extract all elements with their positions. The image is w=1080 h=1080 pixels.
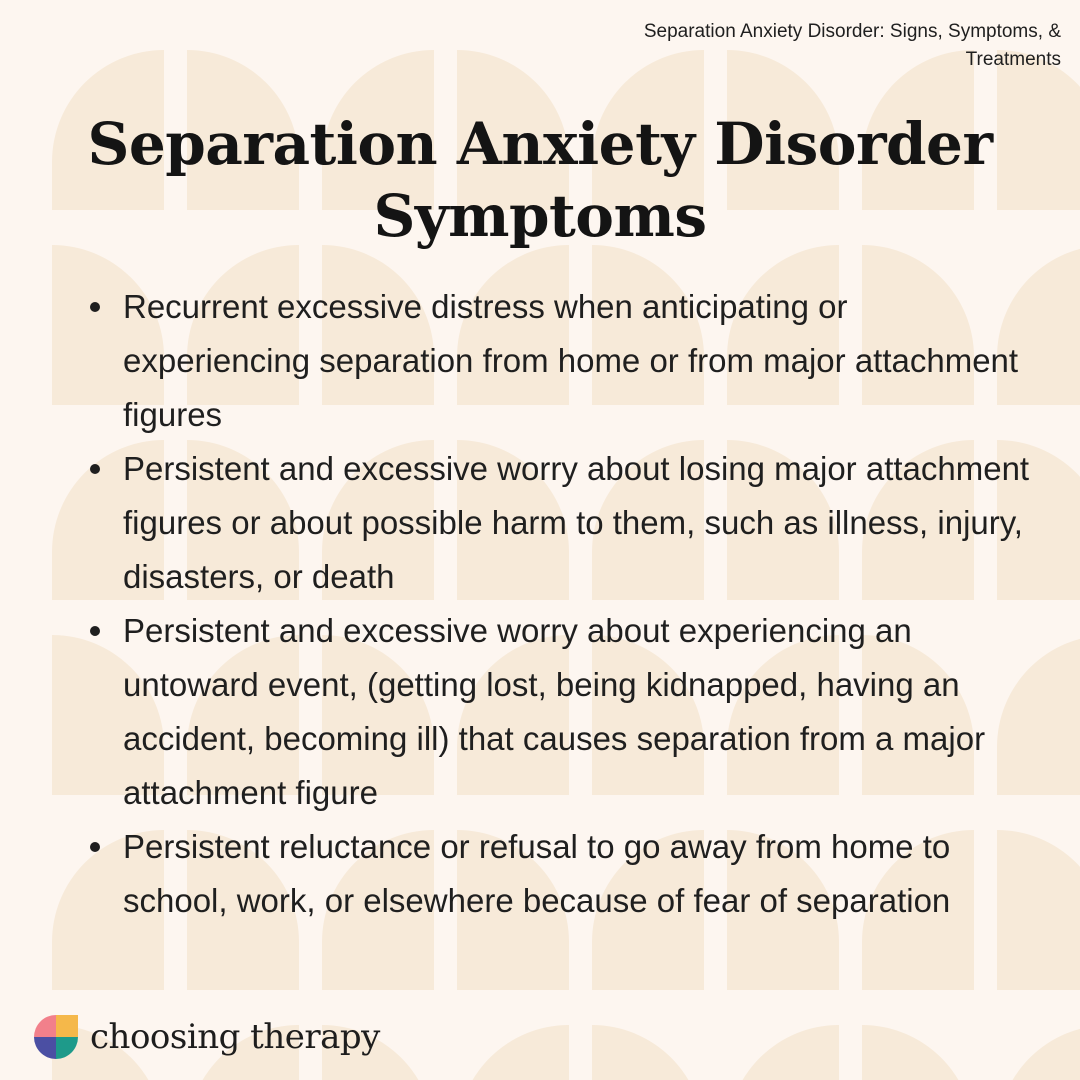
bullet-icon bbox=[90, 842, 100, 852]
page-title: Separation Anxiety Disorder Symptoms bbox=[87, 110, 993, 250]
list-item bbox=[84, 604, 1034, 820]
list-item bbox=[84, 820, 1034, 928]
symptom-text: Persistent reluctance or refusal to go away from home to school, work, or elsewhere because of fear of separation bbox=[123, 828, 951, 919]
bullet-icon bbox=[90, 626, 100, 636]
list-item bbox=[84, 280, 1034, 442]
symptom-text: Recurrent excessive distress when anticipating or experiencing separation from home or from major attachment figures bbox=[123, 288, 1019, 433]
list-item bbox=[84, 442, 1034, 604]
header-note: Separation Anxiety Disorder: Signs, Symptoms, & Treatments bbox=[643, 21, 1061, 70]
bullet-icon bbox=[90, 302, 100, 312]
bullet-icon bbox=[90, 464, 100, 474]
brand-name: choosing therapy bbox=[90, 1017, 380, 1057]
brand-logo bbox=[32, 1012, 380, 1062]
choosing-therapy-logo-icon bbox=[32, 1013, 80, 1061]
symptom-text: Persistent and excessive worry about losing major attachment figures or about possible harm to them, such as illness, injury, disasters, or death bbox=[123, 450, 1030, 595]
symptom-text: Persistent and excessive worry about experiencing an untoward event, (getting lost, being kidnapped, having an accident, becoming ill) that causes separation from a major attachment figure bbox=[123, 612, 986, 811]
symptom-list bbox=[84, 280, 1034, 928]
